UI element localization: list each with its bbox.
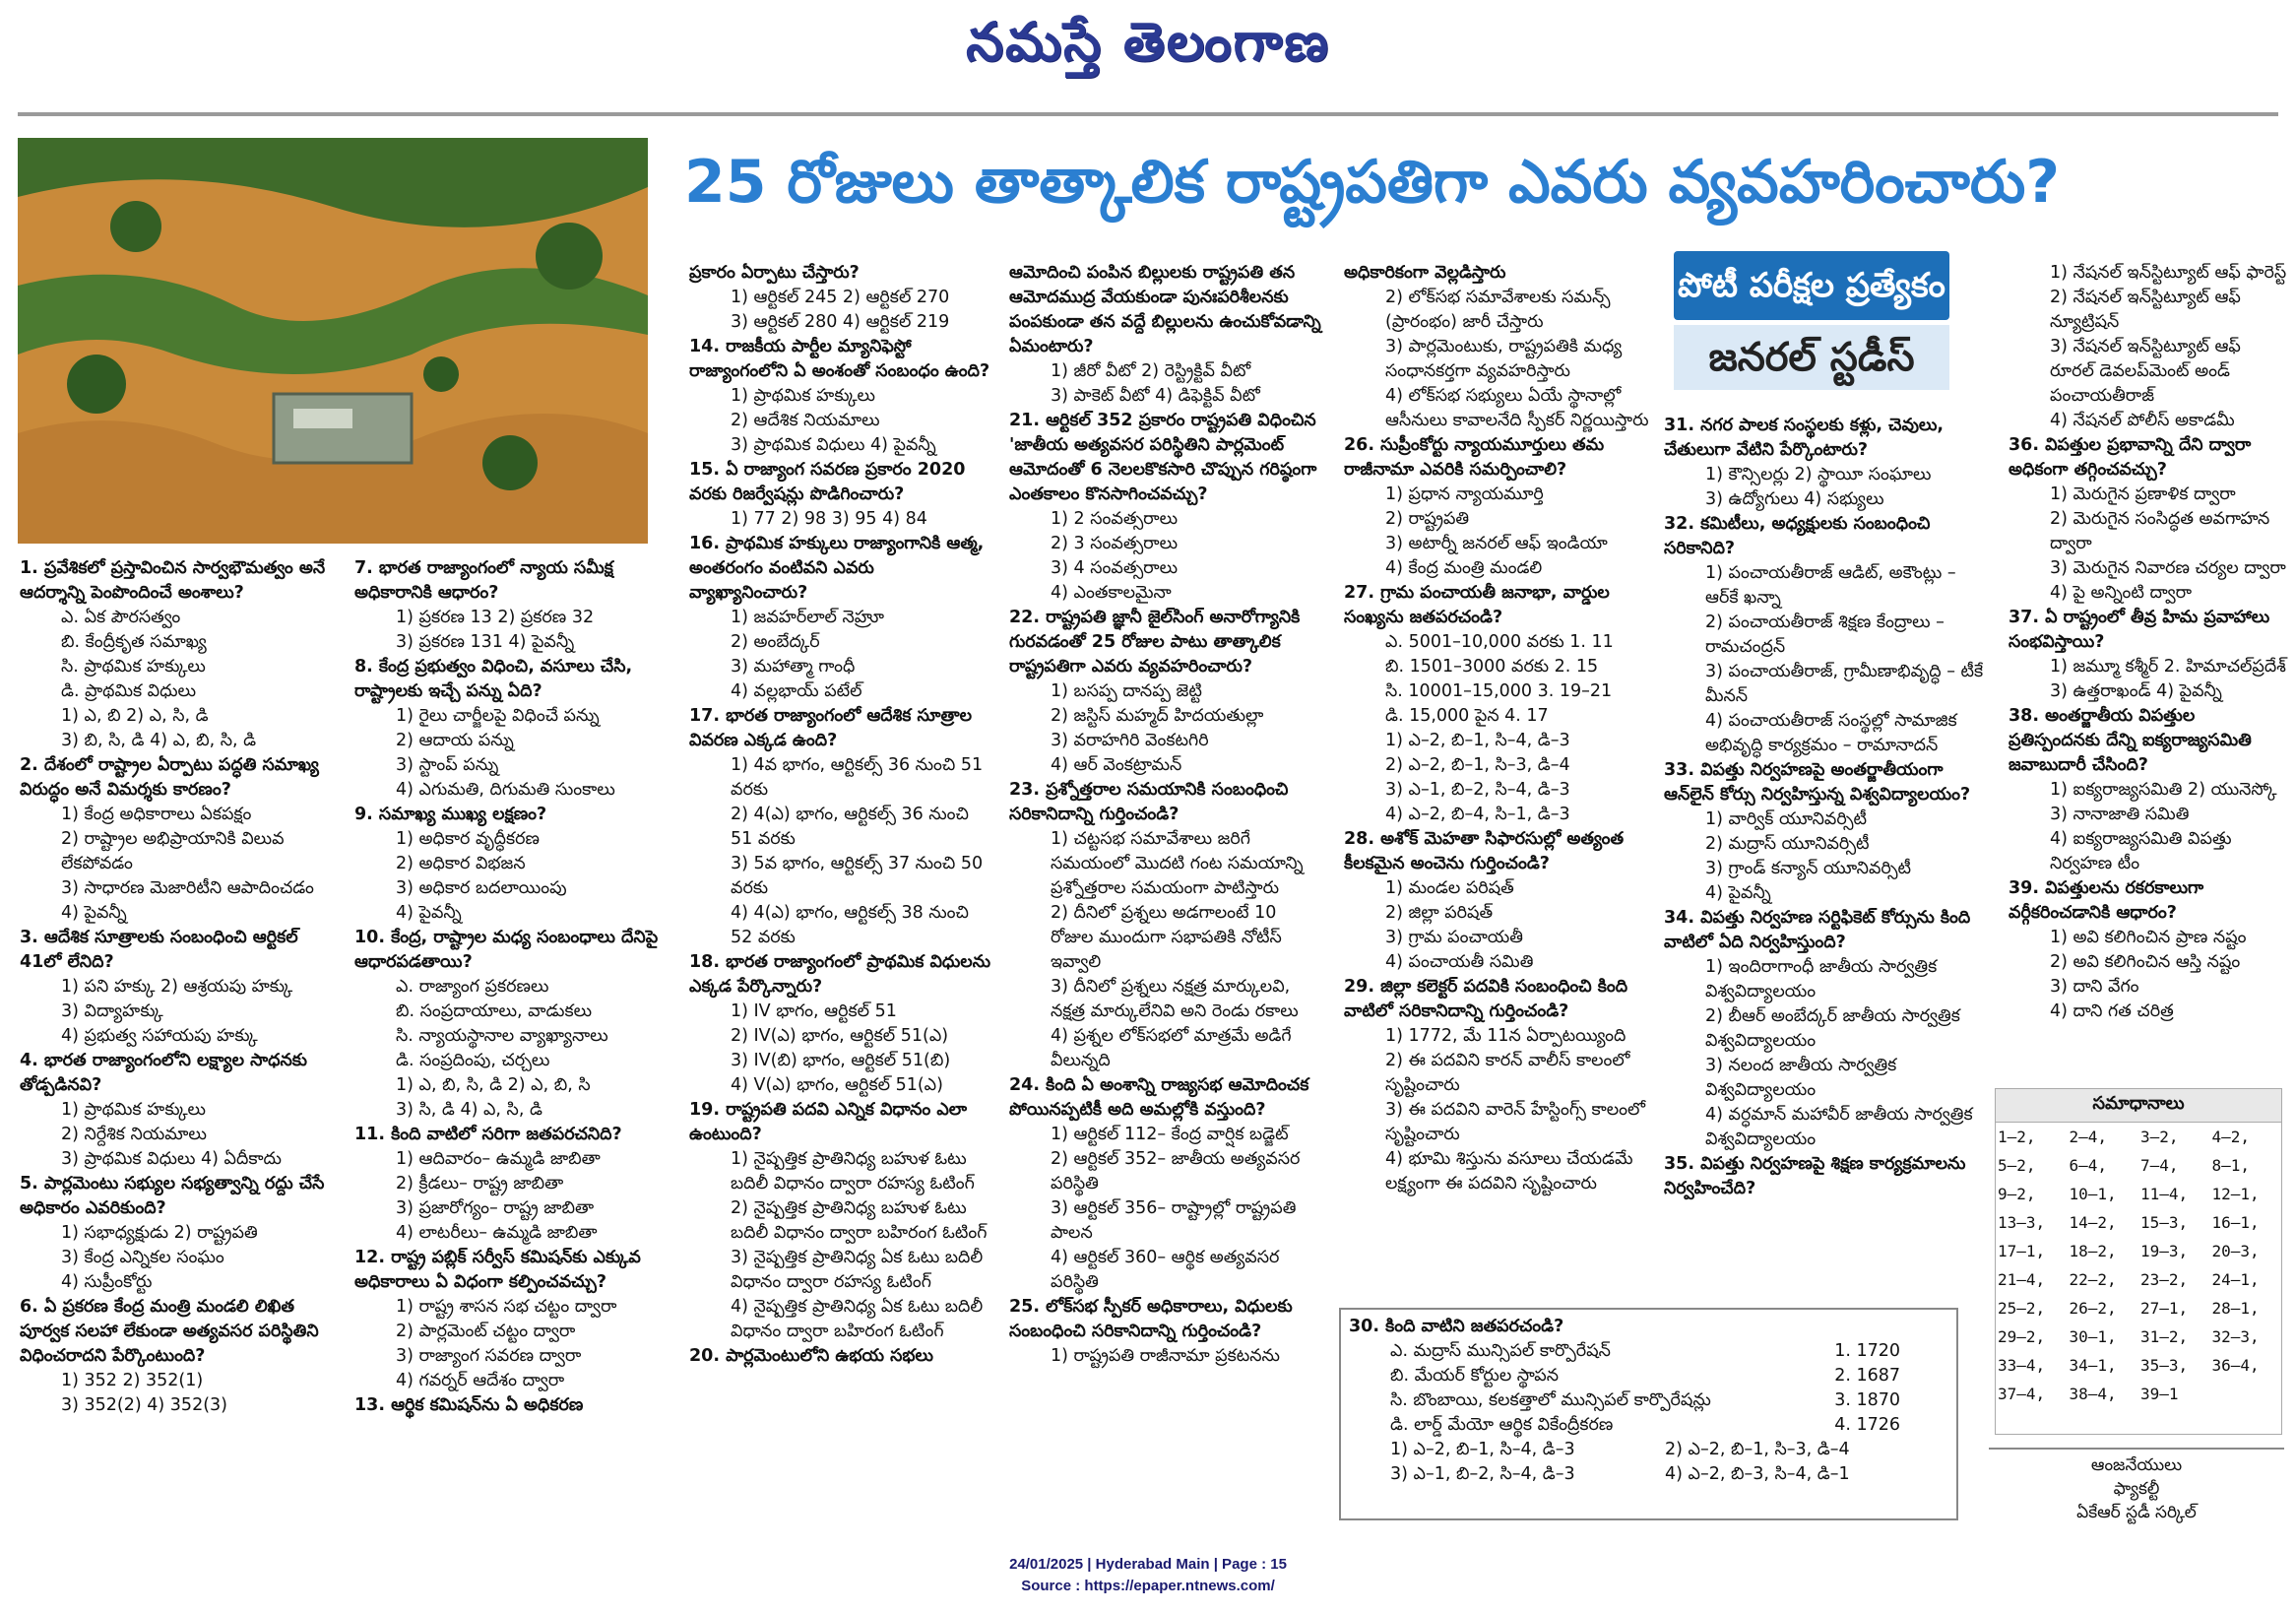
answer-row — [1996, 1180, 2281, 1208]
answer-option: ఎ. 5001–10,000 వరకు 1. 11 — [1385, 632, 1614, 652]
answer-option: 3) పాకెట్ వీటో 4) డిఫెక్టివ్ వీటో — [1051, 386, 1260, 406]
question-text: 5. పార్లమెంటు సభ్యుల సభ్యత్వాన్ని రద్దు చేసే అధికారం ఎవరికుంది? — [20, 1174, 325, 1218]
question-text: 35. విపత్తు నిర్వహణపై శిక్షణ కార్యక్రమాలను నిర్వహించేది? — [1664, 1154, 1966, 1198]
answer-option: 2) పార్లమెంట్ చట్టం ద్వారా — [396, 1322, 576, 1341]
answer-option: 1) కౌన్సిలర్లు 2) స్థాయీ సంఘాలు — [1705, 465, 1932, 484]
question-text: 27. గ్రామ పంచాయతీ జనాభా, వార్డుల సంఖ్యను జతపరచండి? — [1344, 583, 1610, 627]
answer-cell: 12–1, — [2211, 1185, 2260, 1203]
answer-option: 3) ఆర్టికల్ 356– రాష్ట్రాల్లో రాష్ట్రపతి పాలన — [1051, 1198, 1297, 1243]
answer-row — [1996, 1151, 2281, 1180]
question-text: 25. లోక్‌సభ స్పీకర్ అధికారాలు, విధులకు సంబంధించి సరికానిదాన్ని గుర్తించండి? — [1009, 1297, 1293, 1341]
answer-option: 3) ప్రాథమిక విధులు 4) ఏదీకాదు — [61, 1149, 282, 1169]
question-text: 32. కమిటీలు, అధ్యక్షులకు సంబంధించి సరికానిది? — [1664, 514, 1931, 558]
answer-cell: 29–2, — [1998, 1327, 2046, 1346]
answer-cell: 35–3, — [2140, 1356, 2189, 1375]
answer-option: 4) ఎగుమతి, దిగుమతి సుంకాలు — [396, 780, 615, 800]
answer-cell: 23–2, — [2140, 1270, 2189, 1289]
answer-option: 2) IV(ఎ) భాగం, ఆర్టికల్ 51(ఎ) — [731, 1026, 949, 1046]
answer-option: 2) ఎ–2, బి–1, సి–3, డి–4 — [1665, 1440, 1850, 1459]
answer-key — [1995, 1088, 2282, 1435]
answer-option: 3) సి, డి 4) ఎ, సి, డి — [396, 1100, 542, 1120]
question-text: 37. ఏ రాష్ట్రంలో తీవ్ర హిమ ప్రవాహాలు సంభవిస్తాయి? — [2009, 608, 2270, 652]
answer-option: 2) మెరుగైన సంసిద్ధత అవగాహన ద్వారా — [2050, 509, 2270, 553]
match-left: బి. మేయర్ కోర్టుల స్థాపన — [1390, 1366, 1560, 1386]
answer-option: 4) 4(ఎ) భాగం, ఆర్టికల్స్ 38 నుంచి 52 వరకు — [731, 903, 969, 947]
answer-cell: 33–4, — [1998, 1356, 2046, 1375]
answer-option: 4) లాటరీలు– ఉమ్మడి జాబితా — [396, 1223, 598, 1243]
answer-row — [1996, 1265, 2281, 1294]
answer-row — [1996, 1208, 2281, 1237]
answer-option: 2) దీనిలో ప్రశ్నలు అడగాలంటే 10 రోజుల ముందుగా సభాపతికి నోటీస్ ఇవ్వాలి — [1051, 903, 1282, 972]
answer-option: 3) IV(బి) భాగం, ఆర్టికల్ 51(బి) — [731, 1051, 951, 1070]
question-text: 15. ఏ రాజ్యాంగ సవరణ ప్రకారం 2020 వరకు రిజర్వేషన్లు పొడిగించారు? — [689, 460, 966, 504]
answer-option: 4) లోక్‌సభ సభ్యులు ఏయే స్థానాల్లో ఆసీనులు కావాలనేది స్పీకర్ నిర్ణయిస్తారు — [1385, 386, 1649, 430]
answer-option: 1) సభాధ్యక్షుడు 2) రాష్ట్రపతి — [61, 1223, 258, 1243]
answer-option: 2) నేషనల్ ఇన్‌స్టిట్యూట్ ఆఫ్ న్యూట్రిషన్ — [2050, 288, 2241, 332]
question-text: 3. ఆదేశిక సూత్రాలకు సంబంధించి ఆర్టికల్ 41లో లేనిది? — [20, 928, 298, 972]
answer-cell: 25–2, — [1998, 1299, 2046, 1318]
answer-option: 1) మండల పరిషత్ — [1385, 878, 1514, 898]
answer-row — [1996, 1123, 2281, 1151]
author-org: ఏకేఆర్ స్టడీ సర్కిల్ — [2076, 1503, 2197, 1522]
answer-option: 2) ఈ పదవిని కారన్ వాలీస్ కాలంలో సృష్టించారు — [1385, 1051, 1630, 1095]
question-text: 6. ఏ ప్రకరణ కేంద్ర మంత్రి మండలి లిఖిత పూర్వక సలహా లేకుండా అత్యవసర పరిస్థితిని విధించరాదని పేర్కొంటుంది? — [20, 1297, 319, 1366]
question-text: 11. కింది వాటిలో సరిగా జతపరచనిది? — [354, 1125, 622, 1144]
question-text: 20. పార్లమెంటులోని ఉభయ సభలు — [689, 1346, 933, 1366]
header-divider — [18, 112, 2278, 116]
answer-option: 1) ఆర్టికల్ 245 2) ఆర్టికల్ 270 — [731, 288, 950, 307]
answer-option: 2) ఆర్టికల్ 352– జాతీయ అత్యవసర పరిస్థితి — [1051, 1149, 1301, 1194]
answer-option: 2) బీఆర్ అంబేద్కర్ జాతీయ సార్వత్రిక విశ్వవిద్యాలయం — [1705, 1006, 1960, 1051]
answer-option: 1) ప్రధాన న్యాయమూర్తి — [1385, 484, 1544, 504]
answer-cell: 4–2, — [2211, 1128, 2251, 1146]
answer-option: బి. 1501–3000 వరకు 2. 15 — [1385, 657, 1599, 677]
answer-option: 1) ప్రకరణ 13 2) ప్రకరణ 32 — [396, 608, 595, 627]
answer-option: 1) ఆర్టికల్ 112– కేంద్ర వార్షిక బడ్జెట్ — [1051, 1125, 1289, 1144]
match-left: సి. బొంబాయి, కలకత్తాలో మున్సిపల్ కార్పొరేషన్లు — [1390, 1390, 1711, 1410]
answer-option: 3) నేషనల్ ఇన్‌స్టిట్యూట్ ఆఫ్ రూరల్ డెవలప్‌మెంట్ అండ్ పంచాయతీరాజ్ — [2050, 337, 2241, 406]
answer-cell: 31–2, — [2140, 1327, 2189, 1346]
question-text: 31. నగర పాలక సంస్థలకు కళ్లు, చెవులు, చేతులుగా వేటిని పేర్కొంటారు? — [1664, 416, 1945, 460]
answer-option: 2) మద్రాస్ యూనివర్సిటీ — [1705, 834, 1870, 854]
answer-cell: 9–2, — [1998, 1185, 2036, 1203]
answer-option: 1) 2 సంవత్సరాలు — [1051, 509, 1179, 529]
answer-option: 3) నలంద జాతీయ సార్వత్రిక విశ్వవిద్యాలయం — [1705, 1056, 1897, 1100]
answer-row — [1996, 1380, 2281, 1408]
answer-cell: 15–3, — [2140, 1213, 2189, 1232]
match-right: 3. 1870 — [1834, 1390, 1900, 1410]
answer-option: 1) IV భాగం, ఆర్టికల్ 51 — [731, 1001, 897, 1021]
author-credit — [1989, 1448, 2284, 1524]
page-footer — [0, 1554, 2296, 1597]
answer-key-table — [1996, 1123, 2281, 1408]
answer-cell: 39–1 — [2140, 1385, 2179, 1403]
answer-key-title: సమాధానాలు — [1996, 1089, 2281, 1123]
answer-option: 3) అటార్నీ జనరల్ ఆఫ్ ఇండియా — [1385, 534, 1608, 553]
answer-cell: 2–4, — [2069, 1128, 2108, 1146]
answer-row — [1996, 1351, 2281, 1380]
author-name: ఆంజనేయులు — [1989, 1448, 2284, 1477]
answer-cell: 30–1, — [2069, 1327, 2117, 1346]
question-text: 17. భారత రాజ్యాంగంలో ఆదేశిక సూత్రాల వివరణ ఎక్కడ ఉంది? — [689, 706, 973, 750]
answer-option: 4) V(ఎ) భాగం, ఆర్టికల్ 51(ఎ) — [731, 1075, 943, 1095]
answer-option: డి. 15,000 పైన 4. 17 — [1385, 706, 1549, 726]
answer-cell: 14–2, — [2069, 1213, 2117, 1232]
footer-source-link[interactable]: Source : https://epaper.ntnews.com/ — [1021, 1578, 1275, 1594]
answer-option: 1) వార్విక్ యూనివర్సిటీ — [1705, 809, 1867, 829]
question-text: 33. విపత్తు నిర్వహణపై అంతర్జాతీయంగా ఆన్‌లైన్ కోర్సు నిర్వహిస్తున్న విశ్వవిద్యాలయం? — [1664, 760, 1971, 805]
question-text: 39. విపత్తులను రకరకాలుగా వర్గీకరించడానికి ఆధారం? — [2009, 878, 2204, 923]
question-continuation: ఆమోదించి పంపిన బిల్లులకు రాష్ట్రపతి తన ఆమోదముద్ర వేయకుండా పునఃపరిశీలనకు పంపకుండా తన వద్దే బిల్లులను ఉంచుకోవడాన్ని ఏమంటారు? — [1009, 263, 1321, 356]
answer-row — [1996, 1294, 2281, 1323]
answer-option: 3) రాజ్యాంగ సవరణ ద్వారా — [396, 1346, 582, 1366]
competitive-exam-badge: పోటీ పరీక్షల ప్రత్యేకం — [1674, 251, 1949, 320]
answer-option: 4) గవర్నర్ ఆదేశం ద్వారా — [396, 1371, 565, 1390]
answer-cell: 22–2, — [2069, 1270, 2117, 1289]
answer-cell — [2210, 1380, 2282, 1408]
answer-option: 4) ఆర్టికల్ 360– ఆర్థిక అత్యవసర పరిస్థితి — [1051, 1248, 1280, 1292]
question-text: 14. రాజకీయ పార్టీల మ్యానిఫెస్టో రాజ్యాంగంలోని ఏ అంశంతో సంబంధం ఉంది? — [689, 337, 990, 381]
answer-option: డి. సంప్రదింపు, చర్చలు — [396, 1051, 550, 1070]
answer-cell: 3–2, — [2140, 1128, 2179, 1146]
match-right: 4. 1726 — [1834, 1415, 1900, 1435]
answer-option: 3) వరాహగిరి వెంకటగిరి — [1051, 731, 1209, 750]
question-text: 18. భారత రాజ్యాంగంలో ప్రాథమిక విధులను ఎక్కడ పేర్కొన్నారు? — [689, 952, 991, 997]
questions-column-1 — [20, 556, 335, 1418]
match-row — [1349, 1413, 1940, 1438]
answer-option: 2) రాష్ట్రపతి — [1385, 509, 1470, 529]
answer-cell: 27–1, — [2140, 1299, 2189, 1318]
answer-option: 4) దాని గత చరిత్ర — [2050, 1001, 2174, 1021]
answer-option: 2) రాష్ట్రాల అభిప్రాయానికి విలువ లేకపోవడం — [61, 829, 285, 873]
answer-option: ఎ. ఏక పౌరసత్వం — [61, 608, 181, 627]
flood-aerial-photo — [18, 138, 648, 544]
answer-option: 3) పంచాయతీరాజ్, గ్రామీణాభివృద్ధి – టీకే మీనన్ — [1705, 662, 1984, 706]
answer-option: 3) బి, సి, డి 4) ఎ, బి, సి, డి — [61, 731, 257, 750]
question-30 — [1349, 1315, 1940, 1487]
answer-option: 3) 5వ భాగం, ఆర్టికల్స్ 37 నుంచి 50 వరకు — [731, 854, 984, 898]
question-30-rows — [1349, 1339, 1940, 1438]
answer-option: 4) పై అన్నింటి ద్వారా — [2050, 583, 2193, 603]
question-text: 21. ఆర్టికల్ 352 ప్రకారం రాష్ట్రపతి విధించిన 'జాతీయ అత్యవసర పరిస్థితిని పార్లమెంట్ ఆమోదంతో 6 నెలలకొకసారి చొప్పున గరిష్ఠంగా ఎంతకాలం కొనసాగించవచ్చు? — [1009, 411, 1317, 504]
answer-option: 2) క్రీడలు– రాష్ట్ర జాబితా — [396, 1174, 564, 1194]
answer-option: 4) భూమి శిస్తును వసూలు చేయడమే లక్ష్యంగా ఈ పదవిని సృష్టించారు — [1385, 1149, 1633, 1194]
match-right: 1. 1720 — [1834, 1341, 1900, 1361]
answer-option: 2) ఎ–2, బి–1, సి–3, డి–4 — [1385, 755, 1570, 775]
answer-option: డి. ప్రాథమిక విధులు — [61, 681, 197, 701]
answer-option: 2) అధికార విభజన — [396, 854, 526, 873]
answer-option: 4) వర్ధమాన్ మహావీర్ జాతీయ సార్వత్రిక విశ్వవిద్యాలయం — [1705, 1105, 1973, 1149]
answer-option: 1) 1772, మే 11న ఏర్పాటయ్యింది — [1385, 1026, 1626, 1046]
match-row — [1349, 1388, 1940, 1413]
answer-option: 4) నేషనల్ పోలీస్ అకాడమీ — [2050, 411, 2235, 430]
question-text: 22. రాష్ట్రపతి జ్ఞానీ జైల్‌సింగ్ అనారోగ్యానికి గురవడంతో 25 రోజుల పాటు తాత్కాలిక రాష్ట్రపతిగా ఎవరు వ్యవహరించారు? — [1009, 608, 1301, 677]
answer-cell: 5–2, — [1998, 1156, 2036, 1175]
answer-option: 1) ప్రాథమిక హక్కులు — [61, 1100, 206, 1120]
questions-column-2 — [354, 556, 679, 1418]
answer-option: 2) నైష్పత్తిక ప్రాతినిధ్య బహుళ ఓటు బదిలీ విధానం ద్వారా బహిరంగ ఓటింగ్ — [731, 1198, 988, 1243]
answer-cell: 18–2, — [2069, 1242, 2117, 1260]
answer-cell: 8–1, — [2211, 1156, 2251, 1175]
answer-option: ఎ. రాజ్యాంగ ప్రకరణలు — [396, 977, 549, 997]
question-text: 9. సమాఖ్య ముఖ్య లక్షణం? — [354, 805, 547, 824]
question-text: 26. సుప్రీంకోర్టు న్యాయమూర్తులు తమ రాజీనామా ఎవరికి సమర్పించాలి? — [1344, 435, 1605, 480]
answer-option: 1) మెరుగైన ప్రణాళిక ద్వారా — [2050, 484, 2236, 504]
answer-option: 4) ప్రభుత్వ సహాయపు హక్కు — [61, 1026, 258, 1046]
answer-option: 1) చట్టసభ సమావేశాలు జరిగే సమయంలో మొదటి గంట సమయాన్ని ప్రశ్నోత్తరాల సమయంగా పాటిస్తారు — [1051, 829, 1304, 898]
answer-option: 3) సాధారణ మెజారిటీని ఆపాదించడం — [61, 878, 314, 898]
answer-option: 4) కేంద్ర మంత్రి మండలి — [1385, 558, 1543, 578]
answer-option: 4) సుప్రీంకోర్టు — [61, 1272, 153, 1292]
answer-option: 3) ప్రజారోగ్యం– రాష్ట్ర జాబితా — [396, 1198, 595, 1218]
answer-option: 4) ఎంతకాలమైనా — [1051, 583, 1172, 603]
answer-cell: 32–3, — [2211, 1327, 2260, 1346]
answer-option: 1) ఎ, బి 2) ఎ, సి, డి — [61, 706, 209, 726]
answer-option: 4) నైష్పత్తిక ప్రాతినిధ్య ఏక ఓటు బదిలీ విధానం ద్వారా బహిరంగ ఓటింగ్ — [731, 1297, 984, 1341]
answer-cell: 17–1, — [1998, 1242, 2046, 1260]
answer-option: 3) దాని వేగం — [2050, 977, 2139, 997]
answer-option: 3) ఉద్యోగులు 4) సభ్యులు — [1705, 489, 1884, 509]
answer-cell: 37–4, — [1998, 1385, 2046, 1403]
match-left: ఎ. మద్రాస్ మున్సిపల్ కార్పొరేషన్ — [1390, 1341, 1611, 1361]
question-text: 24. కింది ఏ అంశాన్ని రాజ్యసభ ఆమోదించక పోయినప్పటికీ అది అమల్లోకి వస్తుంది? — [1009, 1075, 1309, 1120]
answer-option: 1) రైలు చార్జీలపై విధించే పన్ను — [396, 706, 600, 726]
answer-cell: 16–1, — [2211, 1213, 2260, 1232]
answer-option: 4) ఆర్ వెంకట్రామన్ — [1051, 755, 1182, 775]
question-text: 38. అంతర్జాతీయ విపత్తుల ప్రతిస్పందనకు దేన్ని ఐక్యరాజ్యసమితి జవాబుదారీ చేసింది? — [2009, 706, 2252, 775]
answer-option: 4) ఎ–2, బి–4, సి–1, డి–3 — [1385, 805, 1570, 824]
answer-option: 4) పంచాయతీరాజ్ సంస్థల్లో సామాజిక అభివృద్ధి కార్యక్రమం – రామానాదన్ — [1705, 711, 1957, 755]
answer-option: 1) ఇందిరాగాంధీ జాతీయ సార్వత్రిక విశ్వవిద్యాలయం — [1705, 957, 1938, 1001]
questions-column-8 — [2009, 261, 2289, 1024]
answer-option: 3) నైష్పత్తిక ప్రాతినిధ్య ఏక ఓటు బదిలీ విధానం ద్వారా రహస్య ఓటింగ్ — [731, 1248, 984, 1292]
answer-option: 3) ఈ పదవిని వారెన్ హేస్టింగ్స్ కాలంలో సృష్టించారు — [1385, 1100, 1645, 1144]
questions-column-3 — [689, 261, 994, 1369]
answer-option: సి. ప్రాథమిక హక్కులు — [61, 657, 206, 677]
answer-option: 3) ఎ–1, బి–2, సి–4, డి–3 — [1390, 1464, 1575, 1484]
answer-option: 2) ఆదేశిక నియమాలు — [731, 411, 880, 430]
answer-cell: 36–4, — [2211, 1356, 2260, 1375]
question-text: 10. కేంద్ర, రాష్ట్రాల మధ్య సంబంధాలు దేనిపై ఆధారపడతాయి? — [354, 928, 659, 972]
question-text: 23. ప్రశ్నోత్తరాల సమయానికి సంబంధించి సరికానిదాన్ని గుర్తించండి? — [1009, 780, 1289, 824]
question-text: 2. దేశంలో రాష్ట్రాల ఏర్పాటు పద్ధతి సమాఖ్య విరుద్ధం అనే విమర్శకు కారణం? — [20, 755, 319, 800]
answer-option: 1) ప్రాథమిక హక్కులు — [731, 386, 875, 406]
answer-option: 2) లోక్‌సభ సమావేశాలకు సమన్స్ (ప్రారంభం) జారీ చేస్తారు — [1385, 288, 1611, 332]
answer-option: 1) కేంద్ర అధికారాలు ఏకపక్షం — [61, 805, 252, 824]
answer-option: 1) 4వ భాగం, ఆర్టికల్స్ 36 నుంచి 51 వరకు — [731, 755, 984, 800]
answer-option: 2) నిర్దేశిక నియమాలు — [61, 1125, 207, 1144]
answer-option: 3) ఎ–1, బి–2, సి–4, డి–3 — [1385, 780, 1570, 800]
answer-option: 1) ఎ–2, బి–1, సి–4, డి–3 — [1390, 1440, 1575, 1459]
answer-option: 1) జవహర్‌లాల్ నెహ్రూ — [731, 608, 884, 627]
question-text: 29. జిల్లా కలెక్టర్ పదవికి సంబంధించి కింది వాటిలో సరికానిదాన్ని గుర్తించండి? — [1344, 977, 1628, 1021]
question-text: 34. విపత్తు నిర్వహణ సర్టిఫికెట్ కోర్సును కింది వాటిలో ఏది నిర్వహిస్తుంది? — [1664, 908, 1971, 952]
answer-option: 2) పంచాయతీరాజ్ శిక్షణ కేంద్రాలు – రామచంద్రన్ — [1705, 613, 1945, 657]
answer-option: 3) ప్రాథమిక విధులు 4) పైవన్నీ — [731, 435, 936, 455]
answer-cell: 24–1, — [2211, 1270, 2260, 1289]
answer-cell: 10–1, — [2069, 1185, 2117, 1203]
answer-option: 3) 4 సంవత్సరాలు — [1051, 558, 1179, 578]
answer-option: బి. కేంద్రీకృత సమాఖ్య — [61, 632, 207, 652]
question-text: 36. విపత్తుల ప్రభావాన్ని దేని ద్వారా అధికంగా తగ్గించవచ్చు? — [2009, 435, 2252, 480]
answer-option: 1) అవి కలిగించిన ప్రాణ నష్టం — [2050, 928, 2247, 947]
answer-cell: 26–2, — [2069, 1299, 2117, 1318]
answer-option: 3) దీనిలో ప్రశ్నలు నక్షత్ర మార్కులవి, నక్షత్ర మార్కులేనివి అని రెండు రకాలు — [1051, 977, 1299, 1021]
answer-option: 4) పంచాయతీ సమితి — [1385, 952, 1534, 972]
answer-option: 4) పైవన్నీ — [1705, 883, 1771, 903]
question-text: 16. ప్రాథమిక హక్కులు రాజ్యాంగానికి ఆత్మ, అంతరంగం వంటివని ఎవరు వ్యాఖ్యానించారు? — [689, 534, 985, 603]
question-text: 7. భారత రాజ్యాంగంలో న్యాయ సమీక్ష అధికారానికి ఆధారం? — [354, 558, 613, 603]
answer-option: సి. న్యాయస్థానాల వ్యాఖ్యానాలు — [396, 1026, 608, 1046]
answer-option: 3) ఆర్టికల్ 280 4) ఆర్టికల్ 219 — [731, 312, 950, 332]
answer-option: 1) జీరో వీటో 2) రెస్ట్రిక్టివ్ వీటో — [1051, 361, 1251, 381]
answer-option: 1) 77 2) 98 3) 95 4) 84 — [731, 509, 927, 529]
footer-date-line: 24/01/2025 | Hyderabad Main | Page : 15 — [1009, 1556, 1287, 1573]
match-row — [1349, 1339, 1940, 1364]
newspaper-logo: నమస్తే తెలంగాణ — [966, 10, 1330, 73]
question-text: 13. ఆర్థిక కమిషన్‌ను ఏ అధికరణ — [354, 1395, 584, 1415]
questions-column-5 — [1344, 261, 1664, 1196]
general-studies-badge: జనరల్ స్టడీస్ — [1674, 325, 1949, 390]
answer-option: 4) పైవన్నీ — [61, 903, 127, 923]
answer-option: 3) నానాజాతి సమితి — [2050, 805, 2190, 824]
answer-cell: 20–3, — [2211, 1242, 2260, 1260]
answer-cell: 28–1, — [2211, 1299, 2260, 1318]
answer-cell: 7–4, — [2140, 1156, 2179, 1175]
answer-cell: 21–4, — [1998, 1270, 2046, 1289]
question-continuation: అధికారికంగా వెల్లడిస్తారు — [1344, 263, 1506, 283]
answer-option: 2) జస్టిస్ మహ్మద్ హిదయతుల్లా — [1051, 706, 1264, 726]
masthead — [0, 0, 2296, 98]
match-left: డి. లార్డ్ మేయో ఆర్థిక వికేంద్రీకరణ — [1390, 1415, 1614, 1435]
answer-option: 4) ప్రశ్నల లోక్‌సభలో మాత్రమే అడిగే వీలున్నది — [1051, 1026, 1292, 1070]
answer-option: 3) కేంద్ర ఎన్నికల సంఘం — [61, 1248, 224, 1267]
answer-option: 1) నైష్పత్తిక ప్రాతినిధ్య బహుళ ఓటు బదిలీ విధానం ద్వారా రహస్య ఓటింగ్ — [731, 1149, 975, 1194]
flood-photo-illustration — [18, 138, 648, 544]
author-role: ఫ్యాకల్టీ — [2113, 1479, 2160, 1499]
question-text: 8. కేంద్ర ప్రభుత్వం విధించి, వసూలు చేసి, రాష్ట్రాలకు ఇచ్చే పన్ను ఏది? — [354, 657, 633, 701]
answer-option: 2) ఆదాయ పన్ను — [396, 731, 514, 750]
questions-column-7 — [1664, 414, 1989, 1201]
answer-cell: 1–2, — [1998, 1128, 2036, 1146]
answer-option: 1) అధికార వృద్ధీకరణ — [396, 829, 540, 849]
answer-option: 3) 352(2) 4) 352(3) — [61, 1395, 227, 1415]
answer-option: 2) 3 సంవత్సరాలు — [1051, 534, 1179, 553]
answer-option: 3) ప్రకరణ 131 4) పైవన్నీ — [396, 632, 575, 652]
match-right: 2. 1687 — [1834, 1366, 1900, 1386]
answer-option: సి. 10001–15,000 3. 19–21 — [1385, 681, 1613, 701]
answer-option: 3) పార్లమెంటుకు, రాష్ట్రపతికి మధ్య సంధానకర్తగా వ్యవహరిస్తారు — [1385, 337, 1623, 381]
answer-option: 3) గ్రామ పంచాయతీ — [1385, 928, 1523, 947]
answer-option: 3) మెరుగైన నివారణ చర్యల ద్వారా — [2050, 558, 2286, 578]
question-text: 4. భారత రాజ్యాంగంలోని లక్ష్యాల సాధనకు తోడ్పడినవి? — [20, 1051, 307, 1095]
answer-option: 2) అంబేద్కర్ — [731, 632, 820, 652]
answer-option: 2) 4(ఎ) భాగం, ఆర్టికల్స్ 36 నుంచి 51 వరకు — [731, 805, 969, 849]
answer-option: 1) 352 2) 352(1) — [61, 1371, 204, 1390]
answer-cell: 11–4, — [2140, 1185, 2189, 1203]
answer-option: 3) స్టాంప్ పన్ను — [396, 755, 499, 775]
answer-option: 1) బసప్ప దానప్ప జెట్టి — [1051, 681, 1202, 701]
question-30-options — [1349, 1438, 1940, 1487]
question-text: 28. అశోక్ మెహతా సిఫారసుల్లో అత్యంత కీలకమైన అంచెను గుర్తించండి? — [1344, 829, 1625, 873]
answer-option: 1) ఎ, బి, సి, డి 2) ఎ, బి, సి — [396, 1075, 591, 1095]
answer-option: 1) జమ్మూ కశ్మీర్ 2. హిమాచల్‌ప్రదేశ్ — [2050, 657, 2286, 677]
question-text: 1. ప్రవేశికలో ప్రస్తావించిన సార్వభౌమత్వం అనే ఆదర్శాన్ని పెంపొందించే అంశాలు? — [20, 558, 326, 603]
answer-option: బి. సంప్రదాయాలు, వాడుకలు — [396, 1001, 593, 1021]
answer-option: 4) వల్లభాయ్ పటేల్ — [731, 681, 862, 701]
answer-row — [1996, 1237, 2281, 1265]
answer-cell: 13–3, — [1998, 1213, 2046, 1232]
question-text: 12. రాష్ట్ర పబ్లిక్ సర్వీస్ కమిషన్‌కు ఎక్కువ అధికారాలు ఏ విధంగా కల్పించవచ్చు? — [354, 1248, 641, 1292]
answer-cell: 34–1, — [2069, 1356, 2117, 1375]
answer-option: 3) మహాత్మా గాంధీ — [731, 657, 856, 677]
answer-option: 1) పని హక్కు 2) ఆశ్రయపు హక్కు — [61, 977, 293, 997]
answer-option: 1) నేషనల్ ఇన్‌స్టిట్యూట్ ఆఫ్ ఫారెస్ట్ — [2050, 263, 2287, 283]
page-headline: 25 రోజులు తాత్కాలిక రాష్ట్రపతిగా ఎవరు వ్యవహరించారు? — [684, 148, 2061, 217]
answer-option: 3) గ్రాండ్ కన్యాన్ యూనివర్సిటీ — [1705, 859, 1912, 878]
answer-option: 1) ఆదివారం– ఉమ్మడి జాబితా — [396, 1149, 601, 1169]
answer-option: 2) జిల్లా పరిషత్ — [1385, 903, 1494, 923]
answer-option: 1) పంచాయతీరాజ్ ఆడిట్, అకౌంట్లు – ఆర్‌కే ఖన్నా — [1705, 563, 1956, 608]
question-30-text: 30. కింది వాటిని జతపరచండి? — [1349, 1317, 1564, 1336]
answer-cell: 6–4, — [2069, 1156, 2108, 1175]
answer-option: 4) ఎ–2, బి–3, సి–4, డి–1 — [1665, 1464, 1850, 1484]
answer-option: 4) పైవన్నీ — [396, 903, 462, 923]
question-text: 19. రాష్ట్రపతి పదవి ఎన్నిక విధానం ఎలా ఉంటుంది? — [689, 1100, 968, 1144]
answer-option: 1) రాష్ట్ర శాసన సభ చట్టం ద్వారా — [396, 1297, 617, 1317]
answer-cell: 19–3, — [2140, 1242, 2189, 1260]
match-row — [1349, 1364, 1940, 1388]
answer-option: 1) ఎ–2, బి–1, సి–4, డి–3 — [1385, 731, 1570, 750]
answer-option: 3) అధికార బదలాయింపు — [396, 878, 567, 898]
answer-row — [1996, 1323, 2281, 1351]
answer-option: 1) ఐక్యరాజ్యసమితి 2) యునెస్కో — [2050, 780, 2277, 800]
question-continuation: ప్రకారం ఏర్పాటు చేస్తారు? — [689, 263, 860, 283]
answer-option: 3) విద్యాహక్కు — [61, 1001, 163, 1021]
answer-option: 4) ఐక్యరాజ్యసమితి విపత్తు నిర్వహణ టీం — [2050, 829, 2232, 873]
answer-cell: 38–4, — [2069, 1385, 2117, 1403]
answer-option: 3) ఉత్తరాఖండ్ 4) పైవన్నీ — [2050, 681, 2222, 701]
answer-option: 2) అవి కలిగించిన ఆస్తి నష్టం — [2050, 952, 2241, 972]
answer-option: 1) రాష్ట్రపతి రాజీనామా ప్రకటనను — [1051, 1346, 1280, 1366]
questions-column-4 — [1009, 261, 1324, 1369]
